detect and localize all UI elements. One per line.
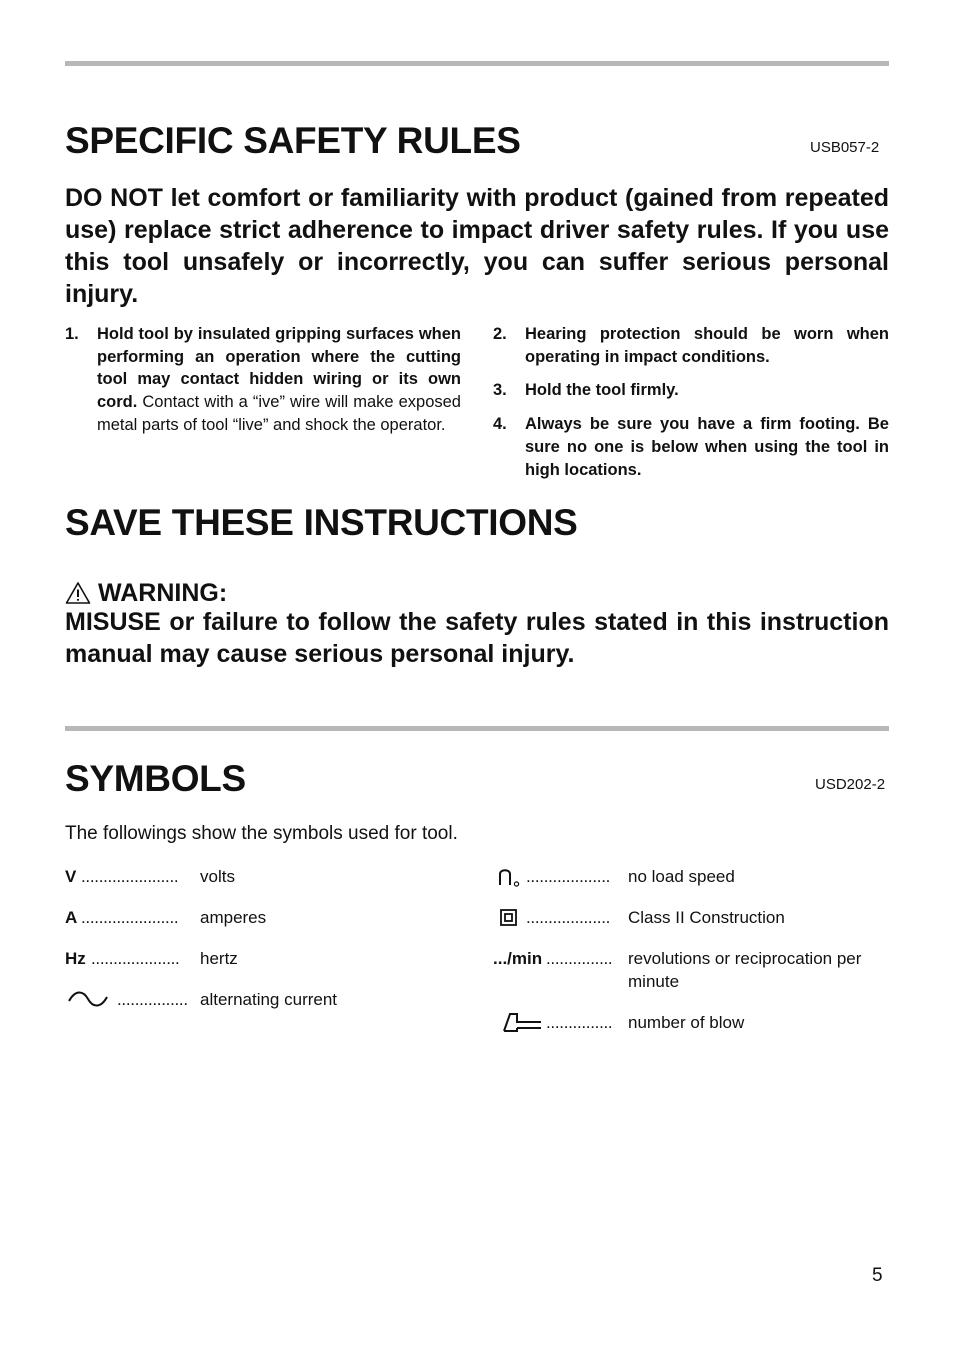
alternating-current-icon <box>67 988 111 1010</box>
rule-item-1 <box>65 323 461 437</box>
rule-bold-text: Hold tool by insulated gripping surfaces when performing an operation where the cutting tool may contact hidden wiring or its own cord. <box>97 325 461 412</box>
rules-left-column <box>65 323 461 437</box>
save-instructions-heading: SAVE THESE INSTRUCTIONS <box>65 502 578 543</box>
rule-bold-text: Hearing protection should be worn when operating in impact conditions. <box>525 325 889 366</box>
specific-section-code: USB057-2 <box>810 139 880 156</box>
symbol-desc: alternating current <box>200 990 338 1009</box>
rule-plain-text: Contact with a “ive” wire will make exposed metal parts of tool “live” and shock the operator. <box>97 393 461 434</box>
symbol-key: A <box>65 908 78 927</box>
symbol-desc: revolutions or reciprocation per minute <box>628 949 862 991</box>
symbols-rule <box>65 726 889 731</box>
rules-right-column <box>493 323 889 481</box>
rule-item-2 <box>493 323 889 368</box>
rule-item-3 <box>493 379 889 402</box>
symbol-dots: ............... <box>546 1013 613 1032</box>
symbol-desc: hertz <box>200 949 238 968</box>
rule-number: 1. <box>65 325 79 343</box>
symbol-dots: ................... <box>526 908 611 927</box>
symbol-dots: ............... <box>546 949 613 968</box>
rule-bold-text: Always be sure you have a firm footing. Be sure no one is below when using the tool in high locations. <box>525 415 889 479</box>
symbol-key: Hz <box>65 949 86 968</box>
symbol-key: .../min <box>493 949 543 968</box>
symbol-desc: number of blow <box>628 1013 745 1032</box>
symbol-dots: .................... <box>91 949 180 968</box>
symbols-section-code: USD202-2 <box>815 776 886 793</box>
rule-number: 3. <box>493 381 507 400</box>
symbols-intro: The followings show the symbols used for tool. <box>65 823 458 844</box>
symbol-desc: volts <box>200 867 235 886</box>
symbol-key: V <box>65 867 77 886</box>
symbol-desc: no load speed <box>628 867 735 886</box>
warning-title <box>65 578 227 608</box>
symbols-heading: SYMBOLS <box>65 758 246 799</box>
rule-item-4 <box>493 413 889 481</box>
symbol-dots: ................ <box>117 990 188 1009</box>
warning-label: WARNING: <box>98 579 228 607</box>
rule-bold-text: Hold the tool firmly. <box>525 381 679 400</box>
rule-number: 4. <box>493 415 507 434</box>
class-ii-construction-icon <box>499 907 521 929</box>
top-rule <box>65 61 889 66</box>
specific-safety-rules-heading: SPECIFIC SAFETY RULES <box>65 120 521 161</box>
symbol-desc: Class II Construction <box>628 908 785 927</box>
specific-lead-paragraph: DO NOT let comfort or familiarity with product (gained from repeated use) replace strict adherence to impact driver safety rules. If you use this tool unsafely or incorrectly, you can suffer serious personal injury. <box>65 184 889 308</box>
number-of-blow-icon <box>501 1011 547 1035</box>
symbol-dots: ...................... <box>81 867 179 886</box>
rule-number: 2. <box>493 325 507 343</box>
symbol-desc: amperes <box>200 908 267 927</box>
warning-text: MISUSE or failure to follow the safety rules stated in this instruction manual may cause serious personal injury. <box>65 608 889 668</box>
warning-triangle-icon <box>65 581 91 605</box>
symbol-dots: ................... <box>526 867 611 886</box>
symbol-dots: ...................... <box>81 908 179 927</box>
no-load-speed-icon <box>497 865 523 889</box>
page-number: 5 <box>872 1265 883 1286</box>
